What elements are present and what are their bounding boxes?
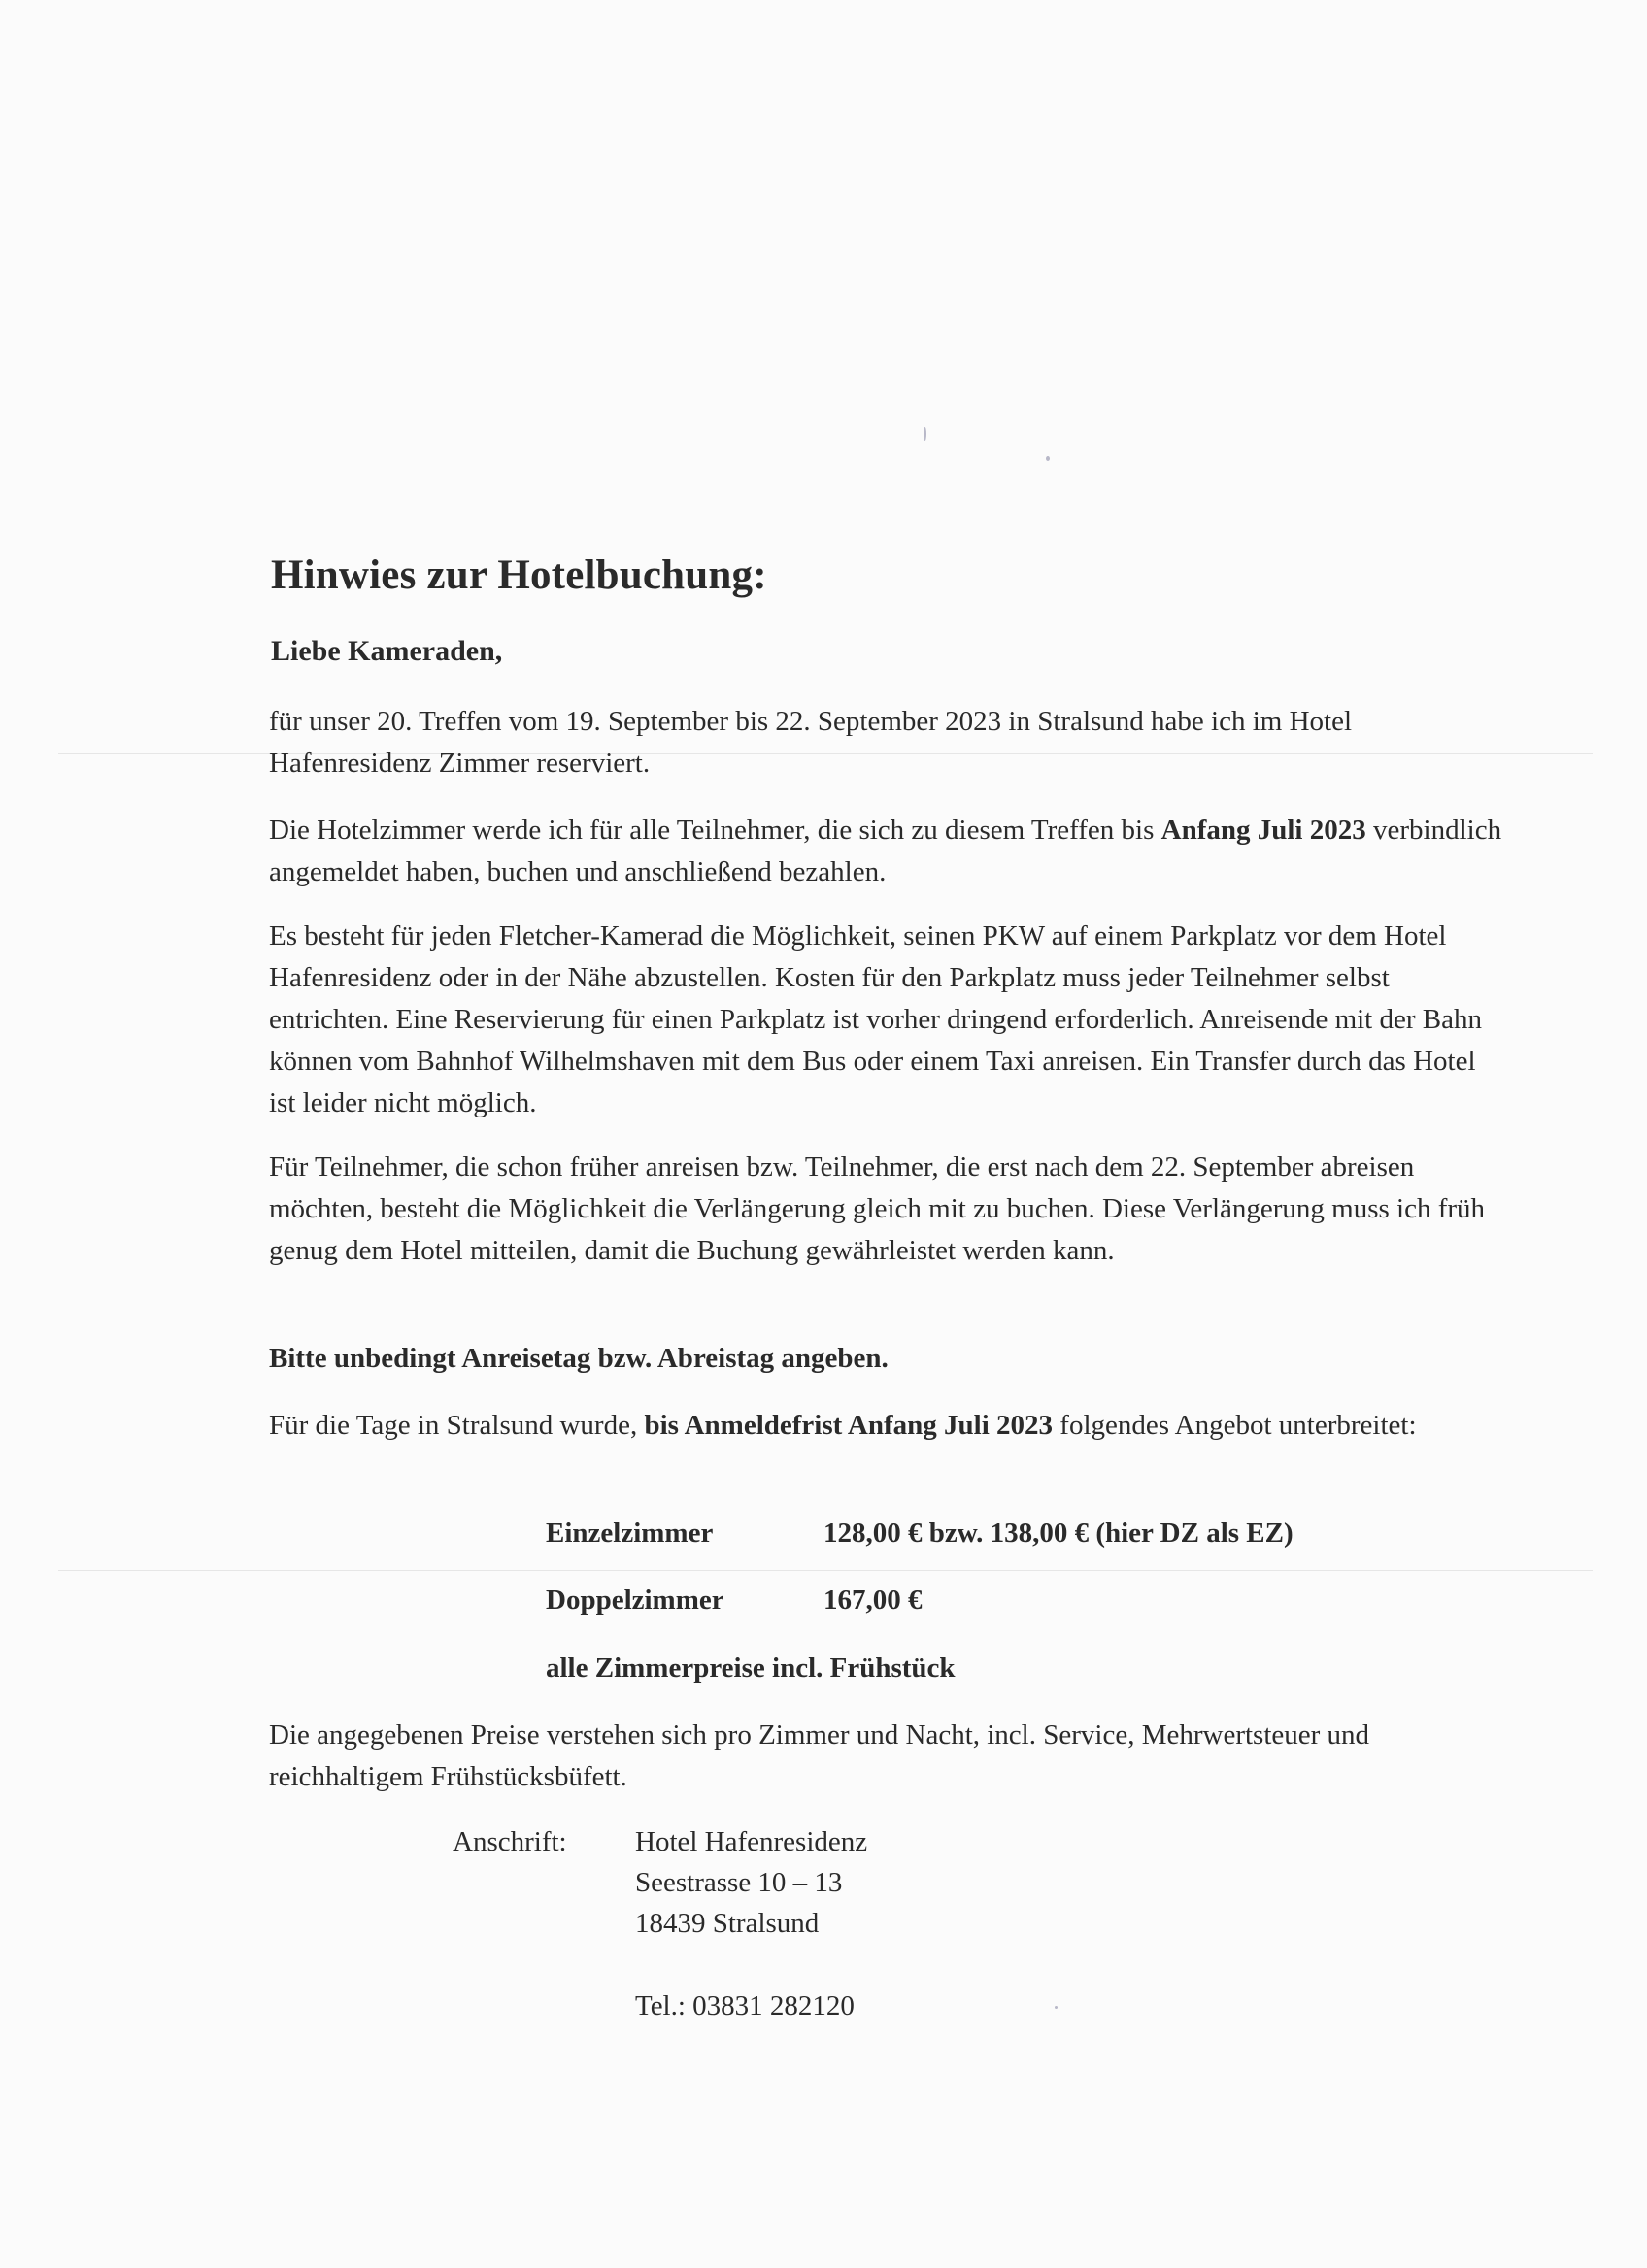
- address-phone: Tel.: 03831 282120: [635, 1990, 855, 2021]
- paragraph-text: Die Hotelzimmer werde ich für alle Teilnehmer, die sich zu diesem Treffen bis: [269, 815, 1161, 846]
- address-hotel-name: Hotel Hafenresidenz: [635, 1826, 868, 1857]
- price-value-double-room: 167,00 €: [824, 1584, 923, 1616]
- arrival-departure-notice: Bitte unbedingt Anreisetag bzw. Abreistag angeben.: [269, 1343, 889, 1374]
- paper-fold-line: [58, 1570, 1593, 1571]
- paragraph-text: verbindlich angemeldet haben, buchen und anschließend bezahlen.: [269, 815, 1502, 887]
- page-title: Hinwies zur Hotelbuchung:: [271, 552, 767, 598]
- scan-speck: [1046, 456, 1050, 461]
- breakfast-included-note: alle Zimmerpreise incl. Frühstück: [546, 1652, 956, 1684]
- deadline-emphasis: Anfang Juli 2023: [1160, 815, 1366, 846]
- price-label-single-room: Einzelzimmer: [546, 1518, 714, 1549]
- paragraph-price-details: Die angegebenen Preise verstehen sich pro Zimmer und Nacht, incl. Service, Mehrwertsteuer und reichhaltigem Frühstücksbüfett.: [269, 1719, 1370, 1792]
- paragraph-text: Für die Tage in Stralsund wurde,: [269, 1410, 645, 1441]
- paragraph-intro: für unser 20. Treffen vom 19. September bis 22. September 2023 in Stralsund habe ich im Hotel Hafenresidenz Zimmer reserviert.: [269, 706, 1352, 779]
- address-street: Seestrasse 10 – 13: [635, 1867, 843, 1898]
- price-label-double-room: Doppelzimmer: [546, 1584, 724, 1616]
- offer-deadline-emphasis: bis Anmeldefrist Anfang Juli 2023: [644, 1410, 1054, 1441]
- paragraph-offer: [269, 1405, 1502, 1447]
- scan-speck: [924, 427, 926, 441]
- paragraph-parking: Es besteht für jeden Fletcher-Kamerad die Möglichkeit, seinen PKW auf einem Parkplatz vor dem Hotel Hafenresidenz oder in der Nähe abzustellen. Kosten für den Parkplatz muss jeder Teilnehmer selbst entrichten. Eine Reservierung für einen Parkplatz ist vorher dringend erforderlich. Anreisende mit der Bahn können vom Bahnhof Wilhelmshaven mit dem Bus oder einem Taxi anreisen. Ein Transfer durch das Hotel ist leider nicht möglich.: [269, 920, 1482, 1118]
- address-city: 18439 Stralsund: [635, 1908, 820, 1939]
- paragraph-text: folgendes Angebot unterbreitet:: [1053, 1410, 1417, 1441]
- paragraph-booking: [269, 810, 1502, 893]
- greeting: Liebe Kameraden,: [271, 635, 503, 667]
- paragraph-extension: Für Teilnehmer, die schon früher anreisen bzw. Teilnehmer, die erst nach dem 22. September abreisen möchten, besteht die Möglichkeit die Verlängerung gleich mit zu buchen. Diese Verlängerung muss ich früh genug dem Hotel mitteilen, damit die Buchung gewährleistet werden kann.: [269, 1151, 1486, 1266]
- price-value-single-room: 128,00 € bzw. 138,00 € (hier DZ als EZ): [824, 1518, 1294, 1549]
- address-label: Anschrift:: [453, 1826, 567, 1857]
- scan-speck: [1055, 2006, 1058, 2009]
